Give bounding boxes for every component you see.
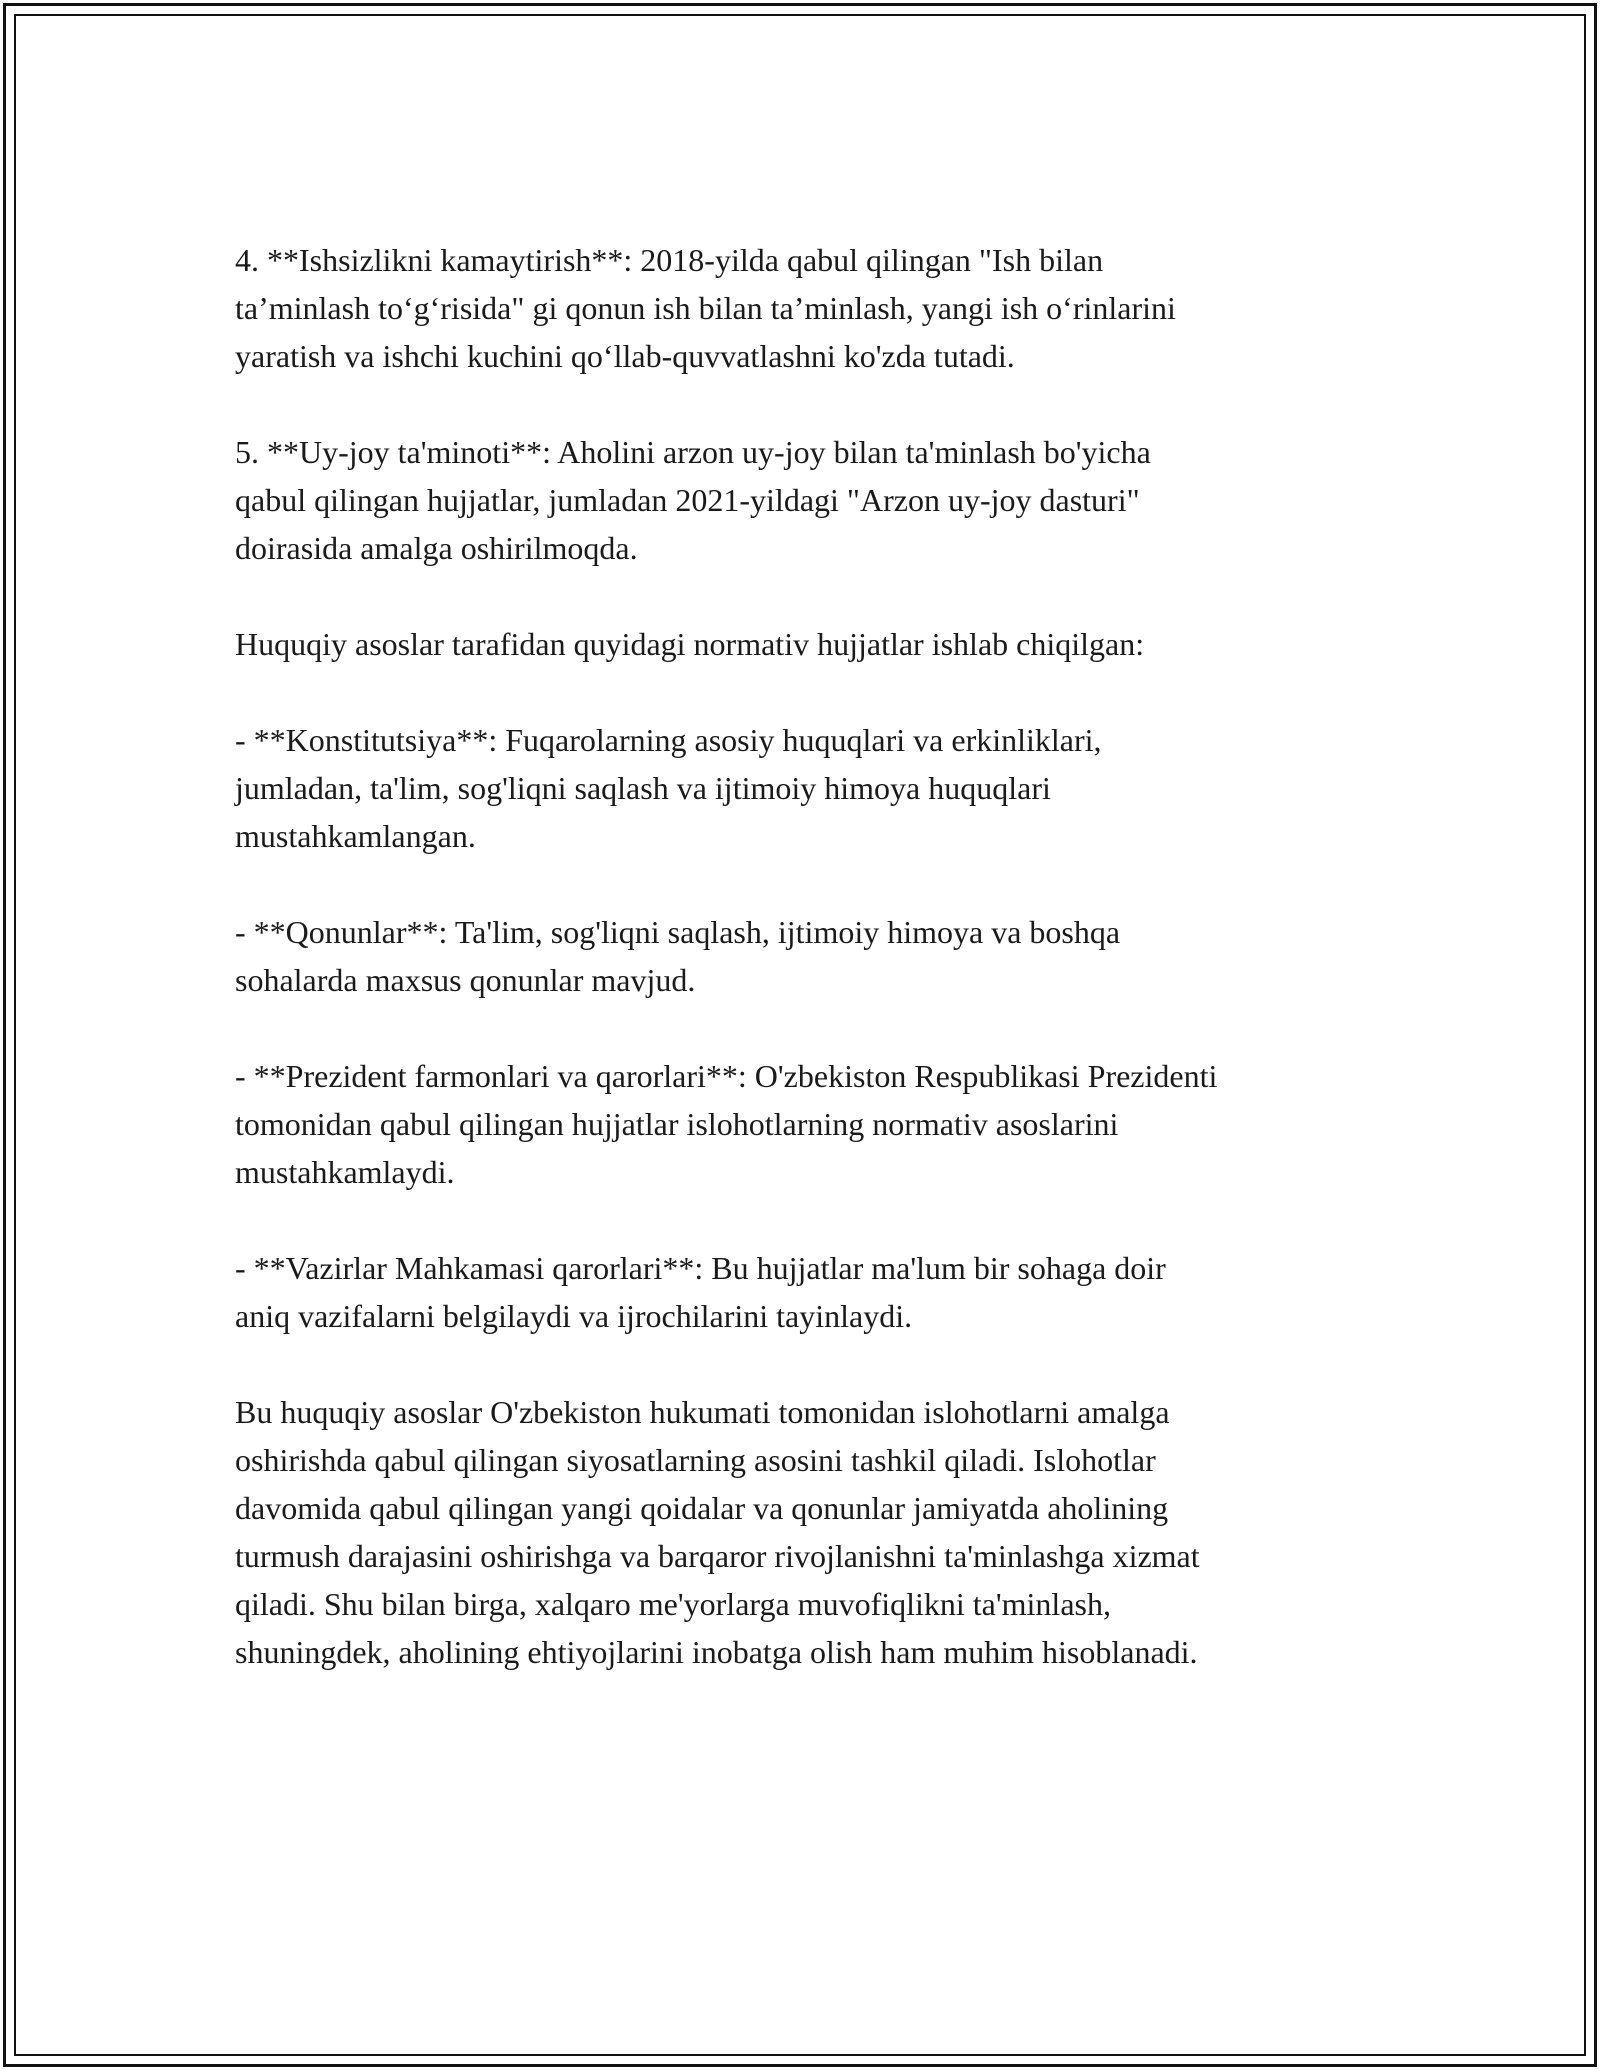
list-item-housing: 5. **Uy-joy ta'minoti**: Aholini arzon uy-joy bilan ta'minlash bo'yicha qabul qilingan hujjatlar, jumladan 2021-yildagi "Arzon uy-joy dasturi" doirasida amalga oshirilmoqda. [235,434,1151,566]
bullet-laws: - **Qonunlar**: Ta'lim, sog'liqni saqlash, ijtimoiy himoya va boshqa sohalarda maxsus qonunlar mavjud. [235,914,1121,998]
bullet-constitution: - **Konstitutsiya**: Fuqarolarning asosiy huquqlari va erkinliklari, jumladan, ta'lim, sog'liqni saqlash va ijtimoiy himoya huquqlari mustahkamlangan. [235,722,1102,854]
bullet-presidential-decrees: - **Prezident farmonlari va qarorlari**: O'zbekiston Respublikasi Prezidenti tomonidan qabul qilingan hujjatlar islohotlarning normativ asoslarini mustahkamlaydi. [235,1058,1218,1190]
bullet-cabinet-resolutions: - **Vazirlar Mahkamasi qarorlari**: Bu hujjatlar ma'lum bir sohaga doir aniq vazifalarni belgilaydi va ijrochilarini tayinlaydi. [235,1250,1166,1334]
list-item-unemployment: 4. **Ishsizlikni kamaytirish**: 2018-yilda qabul qilingan "Ish bilan ta’minlash to‘g‘risida" gi qonun ish bilan ta’minlash, yangi ish o‘rinlarini yaratish va ishchi kuchini qo‘llab-quvvatlashni ko'zda tutadi. [235,242,1176,374]
document-body [235,236,1375,1676]
closing-paragraph: Bu huquqiy asoslar O'zbekiston hukumati tomonidan islohotlarni amalga oshirishda qabul qilingan siyosatlarning asosini tashkil qiladi. Islohotlar davomida qabul qilingan yangi qoidalar va qonunlar jamiyatda aholining turmush darajasini oshirishga va barqaror rivojlanishni ta'minlashga xizmat qiladi. Shu bilan birga, xalqaro me'yorlarga muvofiqlikni ta'minlash, shuningdek, aholining ehtiyojlarini inobatga olish ham muhim hisoblanadi. [235,1394,1200,1670]
legal-basis-intro: Huquqiy asoslar tarafidan quyidagi normativ hujjatlar ishlab chiqilgan: [235,626,1145,662]
